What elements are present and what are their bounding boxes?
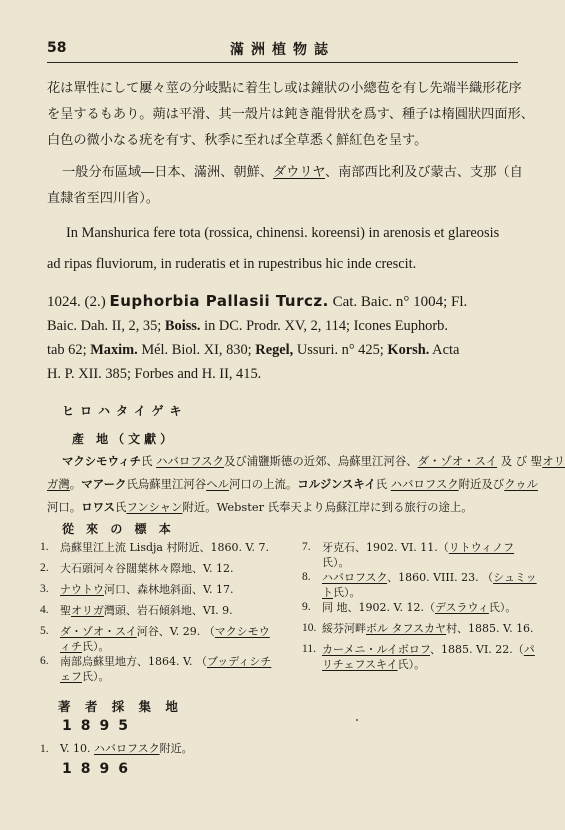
collector-name: マアーク: [81, 477, 127, 491]
distribution-text-b: 、南部西比利及び蒙古、支那（自: [324, 165, 523, 180]
year-1896: 1896: [62, 761, 137, 777]
specimen-detail: 氏）。: [333, 586, 361, 599]
underlined-name: カーメニ・ルイボロフ: [322, 643, 431, 656]
species-number: 1024. (2.): [47, 294, 106, 310]
specimen-entry: [40, 561, 275, 582]
specimen-number: 5.: [40, 625, 49, 637]
habitat-text: 氏烏蘇里江河谷: [126, 477, 207, 491]
print-speck: [356, 719, 358, 721]
specimen-number: 9.: [302, 601, 311, 613]
specimen-text: [60, 561, 275, 582]
specimen-detail: 氏）。: [488, 601, 517, 614]
species-ref-1: Cat. Baic. n° 1004; Fl.: [328, 294, 468, 310]
underlined-name: ボル タフスカヤ: [366, 622, 447, 635]
species-ref-3b: Mél. Biol. XI, 830;: [137, 342, 252, 358]
habitat-text: 及び浦鹽斯德の近郊、烏蘇里江河谷、: [223, 454, 418, 468]
collector-name: マクシモウィチ: [62, 454, 142, 468]
year-1895: 1895: [62, 718, 137, 734]
specimen-entry: [40, 654, 275, 684]
distribution-line-1: [62, 160, 523, 186]
description-line-3: 白色の微小なる疣を有す、秋季に至れば全草悉く鮮紅色を呈す。: [47, 133, 428, 148]
habitat-heading: 產 地（文獻）: [72, 432, 177, 446]
habitat-text: 附近。Webster 氏奉天より烏蘇江岸に到る旅行の途上。: [182, 500, 473, 514]
specimen-entry: [302, 642, 537, 672]
specimen-entry: [40, 603, 275, 624]
running-title: 滿洲植物誌: [230, 42, 335, 58]
underlined-place-name: フンシャン: [126, 500, 183, 514]
species-ref-2a: Baic. Dah. II, 2, 35;: [47, 318, 162, 334]
author-collection-heading: 著 者 採 集 地: [58, 699, 183, 714]
specimen-entry: [40, 624, 275, 654]
specimen-number: 1.: [40, 541, 49, 553]
page-number: 58: [47, 40, 67, 56]
specimen-detail: 氏）。: [397, 658, 426, 671]
specimens-right-column: [302, 540, 537, 672]
underlined-place-name: オリ: [542, 454, 565, 468]
specimen-text: [60, 603, 275, 624]
specimen-detail: 綏芬河畔: [322, 622, 366, 635]
specimen-detail: 氏）。: [82, 640, 110, 653]
specimen-text: [322, 600, 537, 621]
specimen-detail: 、1885. VI. 22.（: [430, 643, 524, 656]
specimen-detail: 河口、森林地斜面、V. 17.: [104, 583, 234, 596]
specimen-number: 7.: [302, 541, 311, 553]
specimen-text: [60, 540, 275, 561]
specimen-number: 2.: [40, 562, 49, 574]
latin-line-1: In Manshurica fere tota (rossica, chinensi. koreensi) in arenosis et glareosis: [66, 225, 500, 241]
specimen-entry: [302, 600, 537, 621]
underlined-place-name: ヘル: [206, 477, 229, 491]
habitat-text: 。: [69, 477, 82, 491]
specimen-detail: 聖: [60, 604, 71, 617]
species-ref-2b: in DC. Prodr. XV, 2, 114; Icones Euphorb.: [200, 318, 448, 334]
specimen-number: 4.: [40, 604, 49, 616]
specimen-entry: [302, 540, 537, 570]
underlined-name: デスラウィ: [435, 601, 489, 614]
specimen-detail: 村、1885. V. 16.: [446, 622, 534, 635]
underlined-place-name: ダ・ゾオ・スイ: [417, 454, 498, 468]
specimen-text: [322, 540, 537, 570]
specimen-entry: [302, 621, 537, 642]
underlined-name: マクシモウィチ: [60, 625, 270, 653]
underlined-name: パリチェフスキイ: [322, 643, 535, 671]
underlined-name: リトウィノフ: [448, 541, 515, 554]
entry-place: ハバロフスク: [94, 742, 160, 755]
underlined-place-name: ガ灣: [47, 477, 70, 491]
specimen-text: [322, 621, 537, 642]
specimen-detail: 大石頭河々谷闊葉林々際地、V. 12.: [60, 562, 234, 575]
habitat-text: 氏: [115, 500, 127, 514]
description-line-1: 花は單性にして屢々莖の分岐點に着生し或は鐘狀の小總苞を有し先端半織形花序: [47, 81, 522, 96]
species-ref-3a: tab 62;: [47, 342, 87, 358]
underlined-name: ブッディシチェフ: [60, 655, 272, 683]
habitat-text: 氏: [141, 454, 157, 468]
specimen-number: 10.: [302, 622, 317, 634]
latin-line-2: ad ripas fluviorum, in ruderatis et in rupestribus hic inde crescit.: [47, 256, 417, 272]
entry-date: V. 10.: [60, 742, 91, 755]
page-header: [47, 38, 518, 60]
underlined-name: シュミット: [322, 571, 537, 599]
collector-name: ロワス: [81, 500, 116, 514]
author-regel: Regel,: [255, 342, 294, 358]
species-ref-3c: Ussuri. n° 425;: [293, 342, 384, 358]
species-ref-line-2: [47, 315, 531, 339]
habitat-text: 及 び 聖: [497, 454, 543, 468]
specimens-left-column: [40, 540, 275, 684]
specimen-detail: 烏蘇里江上流 Lisdja 村附近、1860. V. 7.: [60, 541, 269, 554]
specimen-detail: 南部烏蘇里地方、1864. V. （: [60, 655, 208, 668]
species-ref-3d: Acta: [429, 342, 460, 358]
specimen-detail: 灣頭、岩石傾斜地、VI. 9.: [103, 604, 233, 617]
specimen-number: 3.: [40, 583, 49, 595]
distribution-place-underlined: ダウリヤ: [273, 165, 325, 180]
underlined-name: ナウトウ: [60, 583, 104, 596]
specimen-number: 6.: [40, 655, 49, 667]
specimen-entry: [40, 540, 275, 561]
habitat-text: 河口の上流。: [228, 477, 298, 491]
collector-name: コルジンスキイ: [297, 477, 376, 491]
specimen-number: 11.: [302, 643, 316, 655]
author-korsh: Korsh.: [387, 342, 430, 358]
specimen-detail: 氏）。: [82, 670, 110, 683]
distribution-line-2: 直隸省至四川省）。: [47, 191, 160, 206]
specimen-number: 8.: [302, 571, 311, 583]
entry-number: 1.: [40, 743, 49, 755]
specimen-detail: 同 地、1902. V. 12.（: [322, 601, 435, 614]
specimen-detail: 牙克石、1902. VI. 11.（: [322, 541, 449, 554]
habitat-line-3: [47, 496, 525, 519]
species-header: [47, 290, 531, 315]
header-rule: [47, 62, 518, 63]
habitat-text: 河口。: [47, 500, 82, 514]
underlined-place-name: ハバロフスク: [156, 454, 224, 468]
author-boiss: Boiss.: [164, 318, 201, 334]
specimen-text: [322, 642, 537, 672]
specimen-text: [60, 654, 275, 684]
specimens-heading: 從 來 の 標 本: [62, 522, 175, 536]
specimen-entry: [302, 570, 537, 600]
specimen-detail: 河谷、V. 29. （: [136, 625, 215, 638]
habitat-line-2: [47, 473, 539, 496]
habitat-text: 附近及び: [458, 477, 505, 491]
description-line-2: を呈するもあり。蒴は平滑、其一殼片は鈍き龍骨狀を爲す、種子は楕圓狀四面形、: [47, 107, 534, 122]
specimen-text: [60, 582, 275, 603]
specimen-text: [322, 570, 537, 600]
underlined-name: オリガ: [71, 604, 104, 617]
specimen-detail: 、1860. VIII. 23. （: [387, 571, 494, 584]
species-ref-line-4: H. P. XII. 385; Forbes and H. II, 415.: [47, 366, 262, 382]
author-maxim: Maxim.: [90, 342, 138, 358]
specimen-entry: [40, 582, 275, 603]
specimen-text: [60, 624, 275, 654]
species-name: Euphorbia Pallasii Turcz.: [109, 292, 329, 310]
underlined-name: ダ・ゾオ・スイ: [60, 625, 137, 638]
specimen-detail: 氏）。: [322, 556, 350, 569]
habitat-text: 氏: [375, 477, 391, 491]
distribution-text-a: 一般分布區域―日本、滿洲、朝鮮、: [62, 165, 273, 180]
underlined-place-name: ハバロフスク: [390, 477, 459, 491]
species-ref-line-3: [47, 339, 531, 363]
habitat-line-1: [62, 450, 565, 473]
entry-suffix: 附近。: [159, 742, 193, 755]
japanese-name: ヒロハタイゲキ: [62, 404, 188, 418]
underlined-name: ハバロフスク: [322, 571, 388, 584]
underlined-place-name: クゥル: [504, 477, 539, 491]
collection-entry: [40, 740, 193, 756]
